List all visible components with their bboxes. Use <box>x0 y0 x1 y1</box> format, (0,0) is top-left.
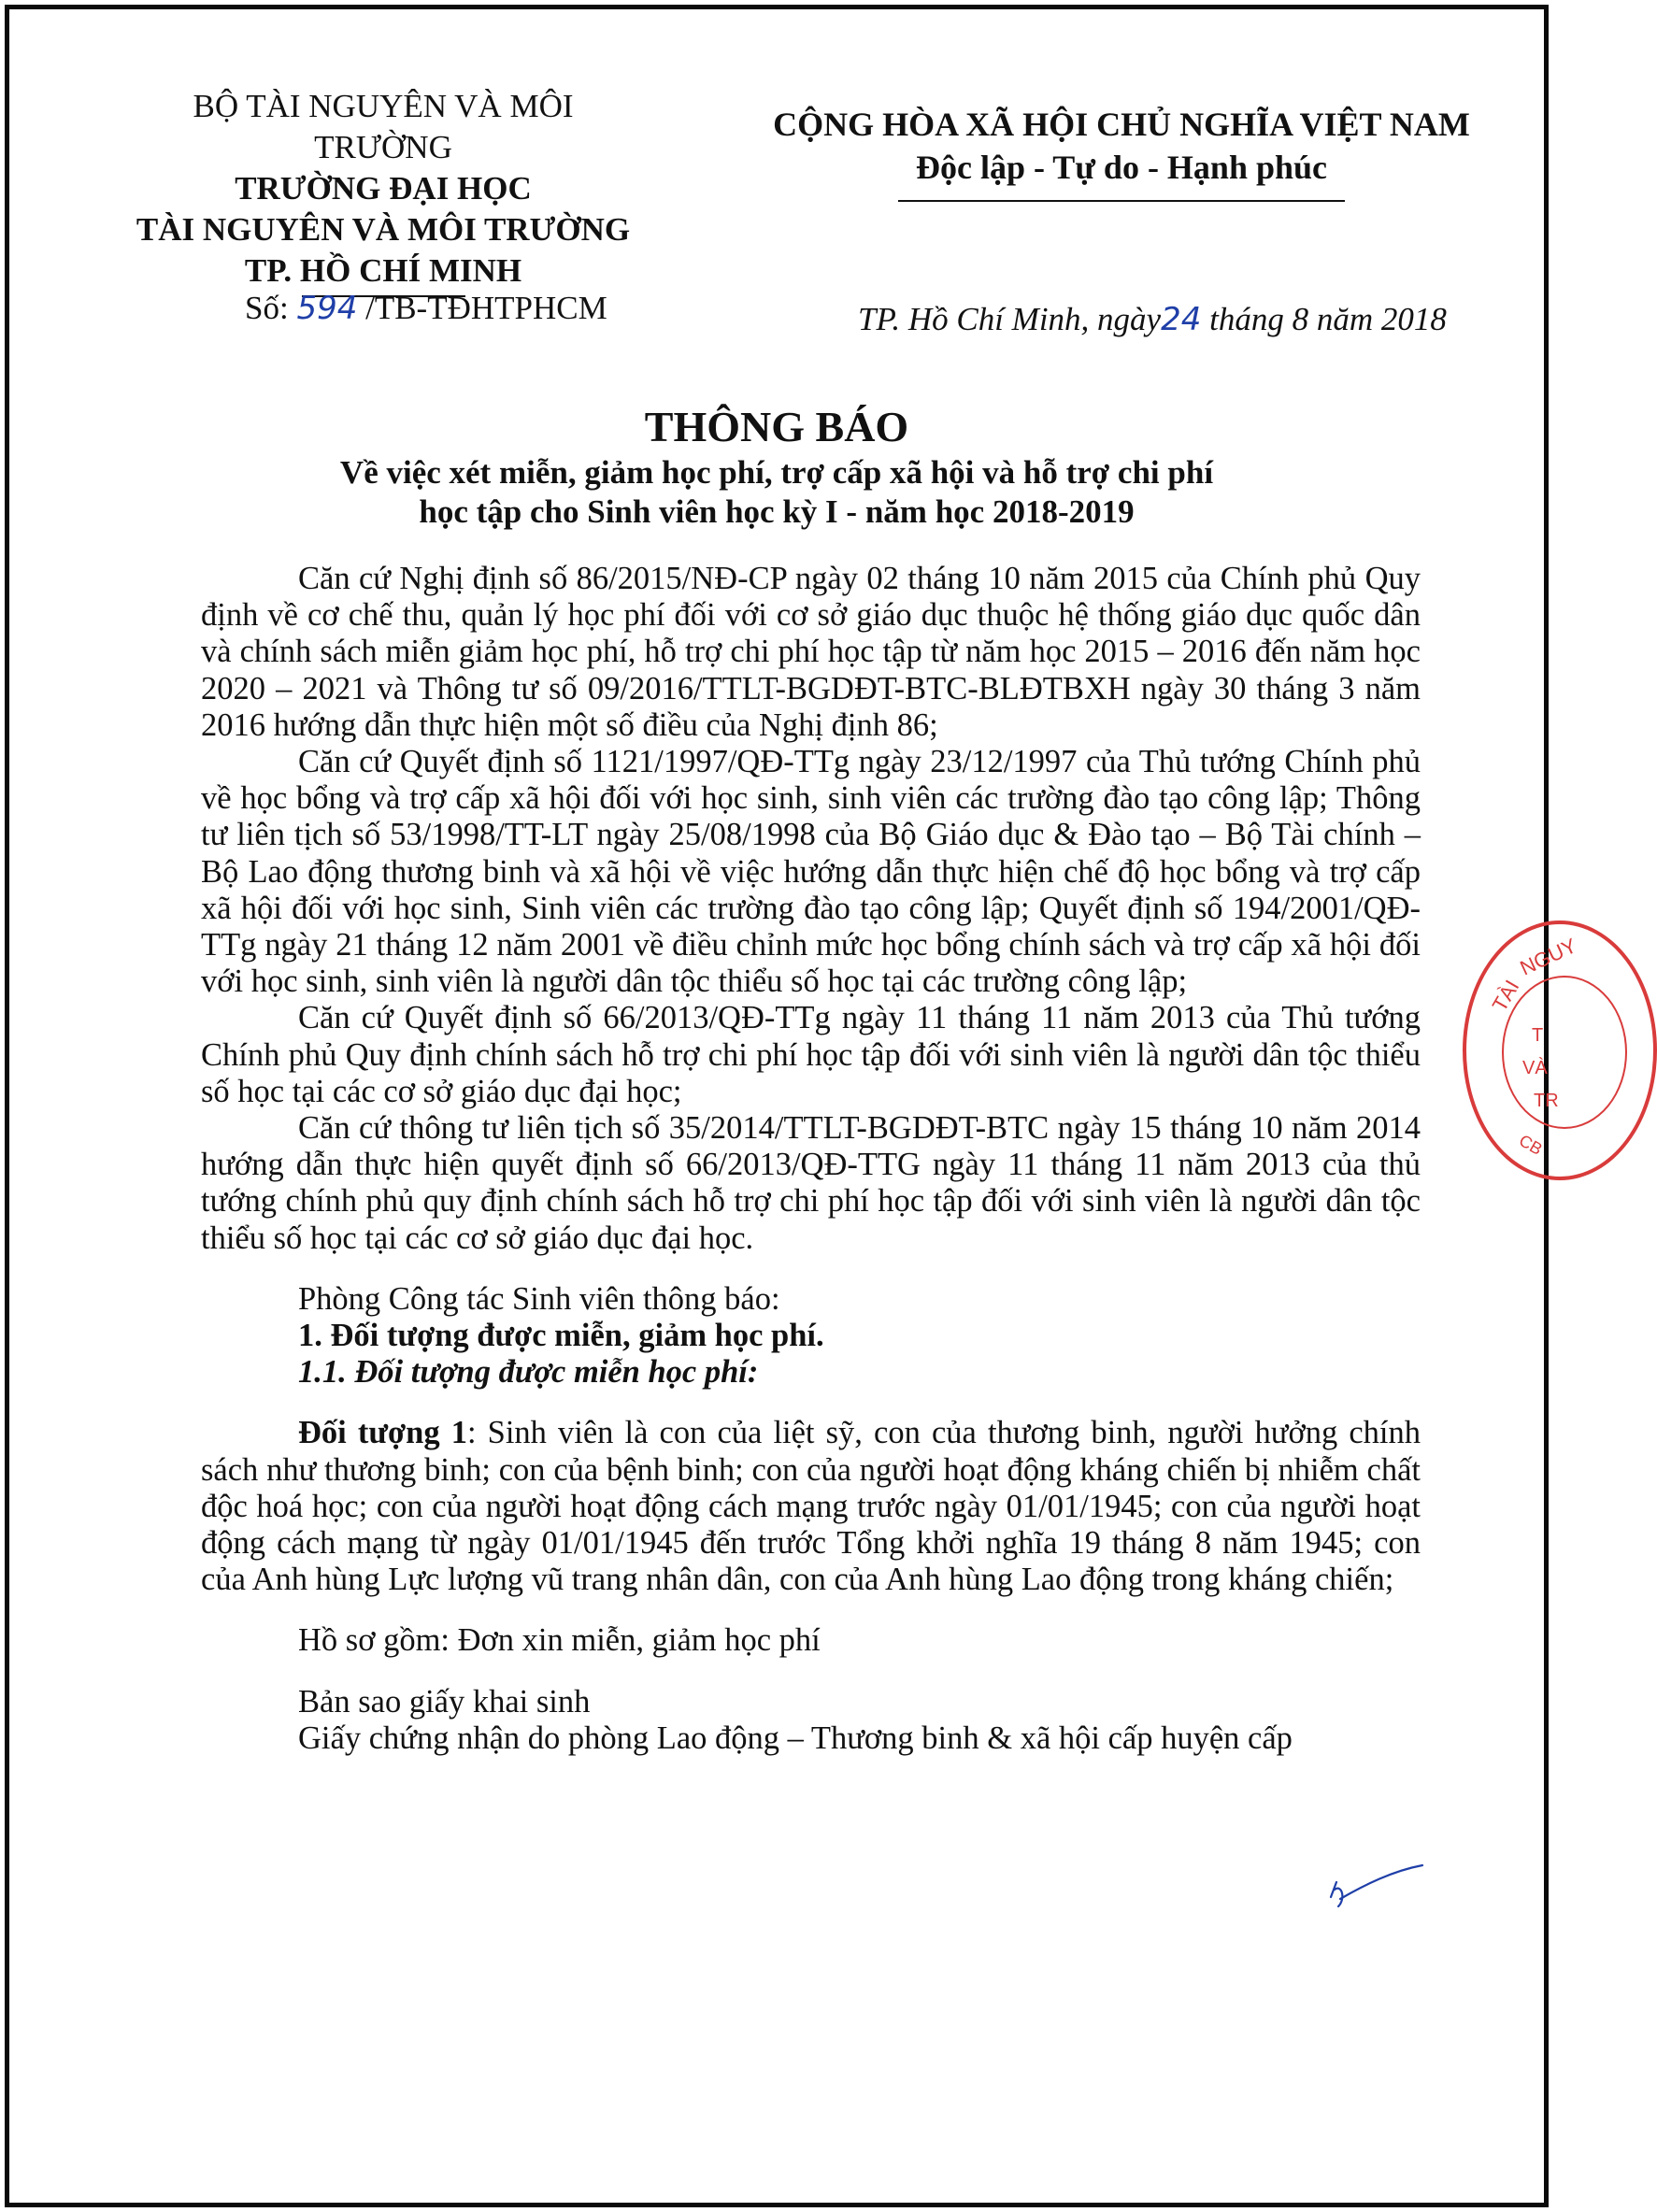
svg-text:VÀ: VÀ <box>1522 1058 1548 1078</box>
university-name-line2: TÀI NGUYÊN VÀ MÔI TRƯỜNG <box>136 211 631 248</box>
legal-basis-paragraph-1: Căn cứ Nghị định số 86/2015/NĐ-CP ngày 02 tháng 10 năm 2015 của Chính phủ Quy định về cơ chế thu, quản lý học phí đối với cơ sở giáo dục thuộc hệ thống giáo dục quốc dân và chính sách miễn giảm học phí, hỗ trợ chi phí học tập từ năm học 2015 – 2016 đến năm học 2020 – 2021 và Thông tư số 09/2016/TTLT-BGDĐT-BTC-BLĐTBXH ngày 30 tháng 3 năm 2016 hướng dẫn thực hiện một số điều của Nghị định 86; <box>201 561 1421 743</box>
doc-number-suffix: /TB-TĐHTPHCM <box>365 290 607 326</box>
document-title: THÔNG BÁO <box>644 403 909 450</box>
section-1-heading: 1. Đối tượng được miễn, giảm học phí. <box>298 1318 824 1354</box>
initial-signature <box>1318 1862 1430 1918</box>
legal-basis-paragraph-4: Căn cứ thông tư liên tịch số 35/2014/TTLT-BGDĐT-BTC ngày 15 tháng 10 năm 2014 hướng dẫn thực hiện quyết định số 66/2013/QĐ-TTG ngày 11 tháng 11 năm 2013 của thủ tướng chính phủ quy định chính sách hỗ trợ chi phí học tập đối với sinh viên là người dân tộc thiểu số học tại các cơ sở giáo dục đại học. <box>201 1110 1421 1256</box>
subtitle-line2: học tập cho Sinh viên học kỳ I - năm học 2018-2019 <box>419 493 1135 530</box>
date-day-handwritten: 24 <box>1161 301 1202 338</box>
national-header <box>766 103 1477 202</box>
object-1-label: Đối tượng 1 <box>298 1415 467 1451</box>
header-right-underline <box>898 200 1345 202</box>
issuing-agency-header <box>121 86 645 297</box>
svg-text:TR: TR <box>1534 1091 1559 1111</box>
country-name: CỘNG HÒA XÃ HỘI CHỦ NGHĨA VIỆT NAM <box>773 106 1470 143</box>
announcement-line: Phòng Công tác Sinh viên thông báo: <box>298 1280 780 1317</box>
document-number <box>245 290 607 327</box>
date-suffix: tháng 8 năm 2018 <box>1209 301 1447 337</box>
document-subtitle <box>0 453 1553 532</box>
legal-basis-paragraph-2: Căn cứ Quyết định số 1121/1997/QĐ-TTg ngày 23/12/1997 của Thủ tướng Chính phủ về học bổng và trợ cấp xã hội đối với học sinh, sinh viên các trường đào tạo công lập; Thông tư liên tịch số 53/1998/TT-LT ngày 25/08/1998 của Bộ Giáo dục & Đào tạo – Bộ Tài chính – Bộ Lao động thương binh và xã hội về việc hướng dẫn thực hiện chế độ học bổng và trợ cấp xã hội đối với học sinh, Sinh viên các trường đào tạo công lập; Quyết định số 194/2001/QĐ-TTg ngày 21 tháng 12 năm 2001 về điều chỉnh mức học bổng chính sách và trợ cấp xã hội đối với học sinh, sinh viên là người dân tộc thiểu số học tại các trường công lập; <box>201 744 1421 1000</box>
university-name-line3: TP. HỒ CHÍ MINH <box>244 252 522 289</box>
university-name-line1: TRƯỜNG ĐẠI HỌC <box>235 170 532 207</box>
doc-number-handwritten: 594 <box>296 290 358 327</box>
seal-text-graphic <box>1466 924 1653 1177</box>
issue-date <box>858 301 1447 338</box>
subtitle-line1: Về việc xét miễn, giảm học phí, trợ cấp xã hội và hỗ trợ chi phí <box>339 454 1214 491</box>
dossier-line-3: Giấy chứng nhận do phòng Lao động – Thương binh & xã hội cấp huyện cấp <box>298 1720 1293 1756</box>
section-1-1-heading: 1.1. Đối tượng được miễn học phí: <box>298 1354 759 1391</box>
svg-text:T: T <box>1532 1025 1544 1046</box>
dossier-line-2: Bản sao giấy khai sinh <box>298 1683 591 1720</box>
date-prefix: TP. Hồ Chí Minh, ngày <box>858 301 1162 337</box>
dossier-line-1: Hồ sơ gồm: Đơn xin miễn, giảm học phí <box>298 1622 821 1659</box>
object-1-text: : Sinh viên là con của liệt sỹ, con của thương binh, người hưởng chính sách như thương binh; con của bệnh binh; con của người hoạt động kháng chiến bị nhiễm chất độc hoá học; con của người hoạt động cách mạng trước ngày 01/01/1945; con của người hoạt động cách mạng từ ngày 01/01/1945 đến trước Tổng khởi nghĩa 19 tháng 8 năm 1945; con của Anh hùng Lực lượng vũ trang nhân dân, con của Anh hùng Lao động trong kháng chiến; <box>201 1415 1421 1598</box>
document-body <box>201 561 1421 1757</box>
svg-text:CB: CB <box>1516 1131 1546 1159</box>
svg-text:TÀI: TÀI <box>1487 976 1524 1016</box>
red-seal-stamp <box>1463 920 1657 1180</box>
ministry-name: BỘ TÀI NGUYÊN VÀ MÔI TRƯỜNG <box>193 88 574 165</box>
svg-text:NGUY: NGUY <box>1516 934 1580 980</box>
doc-number-prefix: Số: <box>245 290 289 326</box>
object-1-paragraph <box>201 1415 1421 1598</box>
legal-basis-paragraph-3: Căn cứ Quyết định số 66/2013/QĐ-TTg ngày 11 tháng 11 năm 2013 của Thủ tướng Chính phủ Quy định chính sách hỗ trợ chi phí học tập đối với sinh viên là người dân tộc thiểu số học tại các cơ sở giáo dục đại học; <box>201 1000 1421 1109</box>
national-motto: Độc lập - Tự do - Hạnh phúc <box>915 149 1328 186</box>
